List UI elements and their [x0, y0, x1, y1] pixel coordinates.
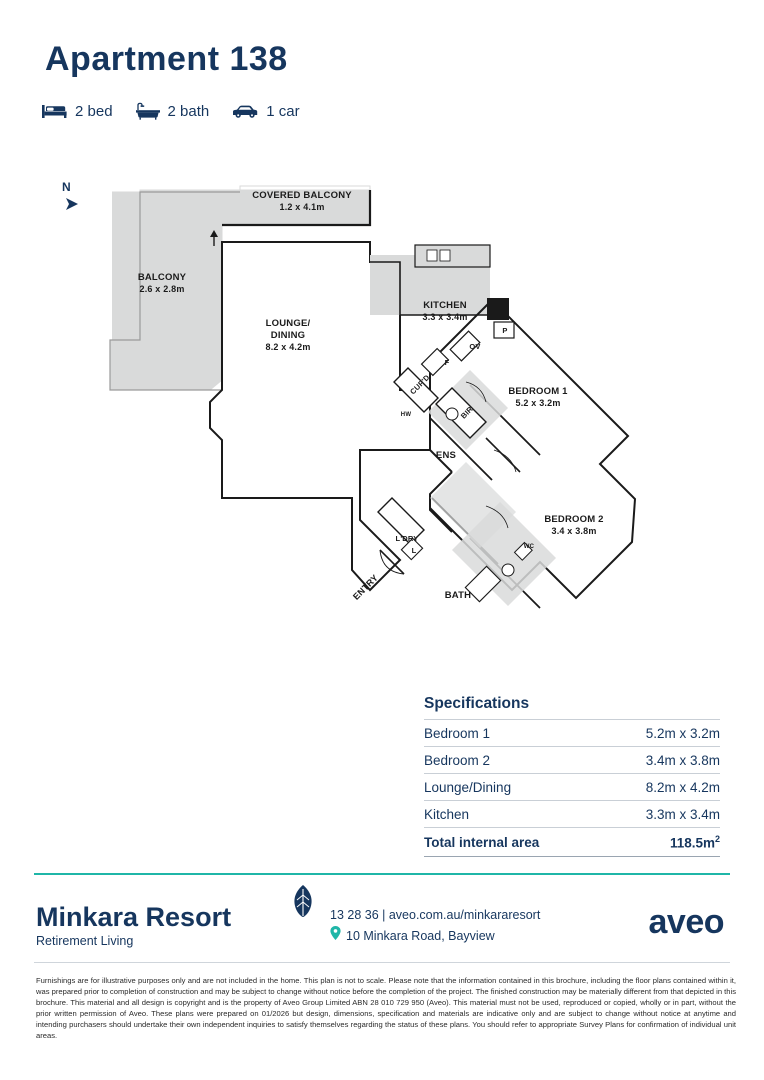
- resort-tagline: Retirement Living: [36, 934, 134, 948]
- label-ensuite: ENS: [435, 450, 457, 461]
- marker-fridge: F: [444, 358, 450, 367]
- contact-block: [330, 905, 540, 946]
- bed-icon: [42, 102, 68, 120]
- label-covered-balcony: COVERED BALCONY 1.2 x 4.1m: [252, 190, 352, 212]
- contact-address: 10 Minkara Road, Bayview: [346, 928, 495, 943]
- spec-label: Kitchen: [424, 807, 470, 822]
- spec-row-bedroom-2: [424, 746, 720, 773]
- label-bath: BATH: [444, 590, 472, 601]
- leaf-icon: [286, 883, 320, 924]
- label-lounge-dining: LOUNGE/ DINING 8.2 x 4.2m: [265, 318, 311, 352]
- marker-oven: OV: [469, 342, 481, 351]
- bath-icon: [135, 102, 161, 120]
- spec-total-label: Total internal area: [424, 834, 540, 850]
- label-kitchen: KITCHEN 3.3 x 3.4m: [422, 300, 468, 322]
- spec-value: 8.2m x 4.2m: [645, 780, 720, 795]
- feature-car-label: 1 car: [266, 102, 300, 120]
- resort-brand: [36, 902, 231, 948]
- floorplan-drawing: [0, 150, 764, 670]
- spec-total-value: $118.5m^2$: [669, 834, 720, 851]
- spec-row-lounge-dining: [424, 773, 720, 800]
- marker-pantry: P: [502, 326, 508, 335]
- label-robe: BIR: [458, 404, 475, 421]
- footer-divider-bottom: [34, 962, 730, 963]
- marker-wc: WC: [523, 544, 535, 550]
- compass-north-label: N: [62, 180, 71, 194]
- label-balcony: BALCONY 2.6 x 2.8m: [137, 272, 187, 294]
- label-bedroom-1: BEDROOM 1 5.2 x 3.2m: [508, 386, 568, 408]
- spec-label: Bedroom 2: [424, 753, 491, 768]
- car-icon: [231, 102, 259, 120]
- feature-bed: [42, 102, 113, 120]
- contact-address-row: [330, 926, 540, 947]
- specifications-heading: Specifications: [424, 695, 530, 712]
- specifications-table: [424, 695, 720, 857]
- spec-row-total: [424, 827, 720, 857]
- marker-hw: HW: [400, 412, 412, 418]
- label-cupboard: CUP'D: [408, 372, 432, 397]
- feature-summary: [42, 102, 314, 120]
- spec-value: 3.3m x 3.4m: [645, 807, 720, 822]
- label-entry: ENTRY: [350, 572, 381, 602]
- label-laundry: L'DRY: [395, 534, 419, 543]
- resort-name: Minkara Resort: [36, 902, 232, 932]
- spec-label: Lounge/Dining: [424, 780, 512, 795]
- feature-bath: [135, 102, 210, 120]
- spec-value: 3.4m x 3.8m: [645, 753, 720, 768]
- footer-divider-top: [34, 873, 730, 875]
- plan-geometry: [0, 150, 764, 670]
- page-title: Apartment 138: [45, 40, 288, 78]
- map-pin-icon: [330, 926, 341, 947]
- spec-row-kitchen: [424, 800, 720, 827]
- marker-linen: L: [411, 546, 417, 555]
- spec-row-bedroom-1: [424, 719, 720, 746]
- feature-bed-label: 2 bed: [75, 102, 113, 120]
- aveo-logo: aveo: [648, 903, 724, 941]
- feature-car: [231, 102, 299, 120]
- disclaimer-text: Furnishings are for illustrative purposes only and are not included in the home. This plan is not to scale. Please note that the information contained in this brochure, including the floor plans contained within it, was prepared prior to completion of construction and may be subject to change without notice before the completion of the project. The finished construction may be materially different from that depicted in this brochure. This material and all design is copyright and is the property of Aveo Group Limited ABN 28 010 729 950 (Aveo). This material must not be used, reproduced or copied, wholly or in part, without the prior written permission of Aveo. These plans were prepared on 01/2026 but design, dimensions, specification and materials are indicative only and are subject to change without notice at anytime and intending purchasers should undertake their own independent inquiries to satisfy themselves regarding the status of these plans. You should refer to appropriate Survey Plans for confirmation of individual unit areas.: [36, 976, 736, 1040]
- contact-phone-web[interactable]: 13 28 36 | aveo.com.au/minkararesort: [330, 908, 541, 922]
- spec-total-unit: 2: [714, 834, 720, 844]
- spec-label: Bedroom 1: [424, 726, 491, 741]
- spec-value: 5.2m x 3.2m: [645, 726, 720, 741]
- label-bedroom-2: BEDROOM 2 3.4 x 3.8m: [544, 514, 604, 536]
- feature-bath-label: 2 bath: [167, 102, 210, 120]
